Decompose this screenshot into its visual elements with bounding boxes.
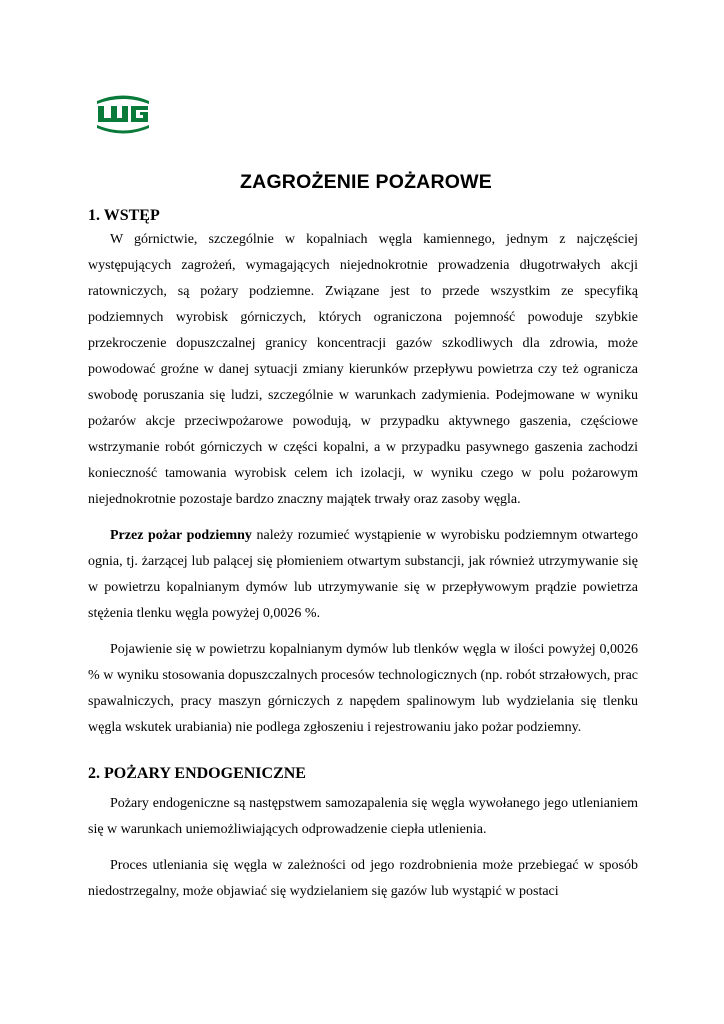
- section-2-paragraph-2: Proces utleniania się węgla w zależności od jego rozdrobnienia może przebiegać w sposób niedostrzegalny, może objawiać się wydzielaniem się gazów lub wystąpić w postaci: [88, 858, 638, 899]
- document-body: [88, 205, 638, 905]
- section-1-paragraph-1: W górnictwie, szczególnie w kopalniach węgla kamiennego, jednym z najczęściej występujących zagrożeń, wymagających niejednokrotnie prowadzenia długotrwałych akcji ratowniczych, są pożary podziemne. Związane jest to przede wszystkim ze specyfiką podziemnych wyrobisk górniczych, których ograniczona pojemność powoduje szybkie przekroczenie dopuszczalnej granicy koncentracji gazów szkodliwych dla zdrowia, może powodować groźne w danej sytuacji zmiany kierunków przepływu powietrza czy też ogranicza swobodę poruszania się ludzi, szczególnie w warunkach zadymienia. Podejmowane w wyniku pożarów akcje przeciwpożarowe powodują, w przypadku aktywnego gaszenia, częściowe wstrzymanie robót górniczych w części kopalni, a w przypadku pasywnego gaszenia zachodzi konieczność tamowania wyrobisk celem ich izolacji, w wyniku czego w polu pożarowym niejednokrotnie pozostaje bardzo znaczny majątek trwały oraz zasoby węgla.: [88, 232, 638, 507]
- company-logo: [93, 92, 153, 134]
- section-2-paragraph-1: Pożary endogeniczne są następstwem samozapalenia się węgla wywołanego jego utlenianiem się w warunkach uniemożliwiających odprowadzenie ciepła utlenienia.: [88, 796, 638, 837]
- definition-text: należy rozumieć wystąpienie w wyrobisku podziemnym otwartego ognia, tj. żarzącej lub palącej się płomieniem otwartym substancji, jak również utrzymywanie się w powietrzu kopalnianym dymów lub utrzymywanie się w przepływowym prądzie powietrza stężenia tlenku węgla powyżej 0,0026 %.: [88, 528, 638, 621]
- section-1-paragraph-2: [88, 523, 638, 627]
- section-1-heading: 1. WSTĘP: [88, 207, 160, 224]
- definition-term: Przez pożar podziemny: [110, 528, 252, 543]
- section-1-paragraph-3: Pojawienie się w powietrzu kopalnianym dymów lub tlenków węgla w ilości powyżej 0,0026 % w wyniku stosowania dopuszczalnych procesów technologicznych (np. robót strzałowych, prac spawalniczych, pracy maszyn górniczych z napędem spalinowym lub wydzielania się tlenku węgla wskutek urabiania) nie podlega zgłoszeniu i rejestrowaniu jako pożar podziemny.: [88, 642, 638, 735]
- document-title: ZAGROŻENIE POŻAROWE: [240, 171, 492, 193]
- section-2-heading: 2. POŻARY ENDOGENICZNE: [88, 765, 306, 782]
